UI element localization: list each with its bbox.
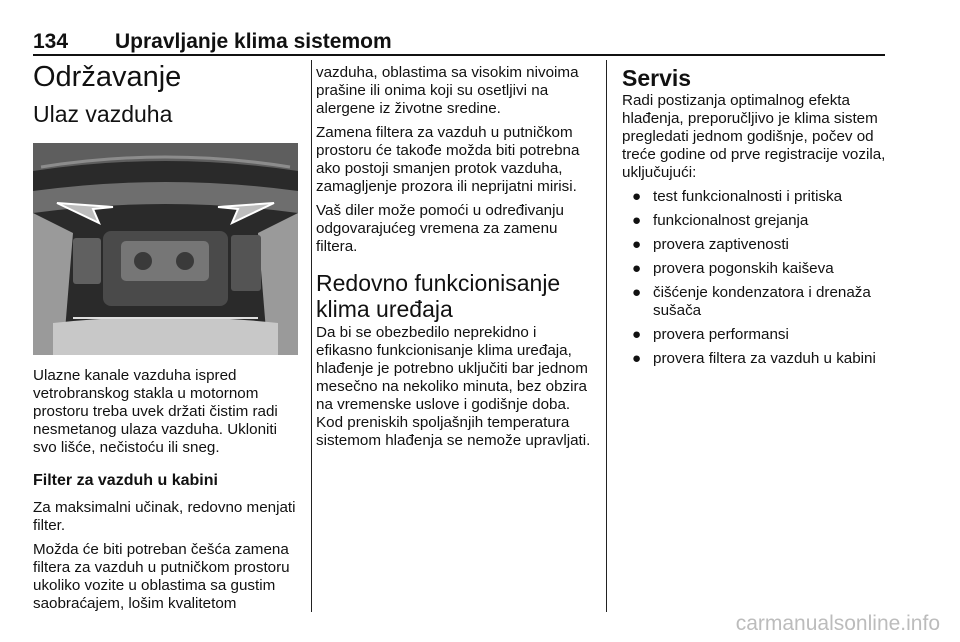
section-heading-redovno — [316, 270, 592, 322]
list-item-text: test funkcionalnosti i pritiska — [653, 188, 843, 205]
list-item — [622, 188, 888, 206]
list-item — [622, 260, 888, 278]
column-middle — [316, 64, 592, 450]
column-divider-1 — [311, 60, 312, 612]
column-divider-2 — [606, 60, 607, 612]
bullet-icon: ● — [632, 326, 642, 343]
heading-redovno-line-2: klima uređaja — [316, 296, 453, 322]
service-checklist — [622, 188, 888, 368]
section-heading-servis: Servis — [622, 65, 692, 91]
list-item-text: provera pogonskih kaiševa — [653, 260, 834, 277]
list-item — [622, 350, 888, 368]
paragraph-filter-1: Za maksimalni učinak, redovno menjati filter. — [33, 499, 296, 534]
list-item-text: čišćenje kondenzatora i drenaža sušača — [653, 284, 871, 319]
paragraph-ulaz-vazduha: Ulazne kanale vazduha ispred vetrobranskog stakla u motornom prostoru treba uvek držati čistim radi nesmetanog ulaza vazduha. Ukloniti svo lišće, nečistoću ili sneg. — [33, 367, 278, 456]
paragraph-diler: Vaš diler može pomoći u određivanju odgovarajućeg vremena za zamenu filtera. — [316, 202, 564, 255]
bullet-icon: ● — [632, 188, 642, 205]
subheading-filter-kabine: Filter za vazduh u kabini — [33, 472, 218, 489]
paragraph-filter-2: Možda će biti potreban češća zamena filtera za vazduh u putničkom prostoru ukoliko vozite u oblastima sa gustim saobraćajem, lošim kvalitetom — [33, 541, 290, 612]
column-right — [622, 64, 888, 374]
subsection-heading-ulaz-vazduha: Ulaz vazduha — [33, 101, 173, 127]
list-item-text: provera performansi — [653, 326, 789, 343]
list-item-text: provera zaptivenosti — [653, 236, 789, 253]
header-rule — [33, 54, 885, 56]
bullet-icon: ● — [632, 350, 642, 367]
page-header — [33, 30, 885, 54]
engine-bay-photo — [33, 143, 298, 355]
column-left — [33, 60, 301, 613]
watermark: carmanualsonline.info — [735, 612, 940, 635]
section-heading-odrzavanje: Održavanje — [33, 61, 182, 93]
bullet-icon: ● — [632, 260, 642, 277]
paragraph-redovno: Da bi se obezbedilo neprekidno i efikasno funkcionisanje klima uređaja, hlađenje je potrebno uključiti bar jednom mesečno na nekoliko minuta, bez obzira na vremenske uslove i godišnje doba. Kod preniskih spoljašnjih temperatura sistemom hlađenja se nemože upravljati. — [316, 324, 591, 449]
list-item-text: provera filtera za vazduh u kabini — [653, 350, 876, 367]
list-item — [622, 212, 888, 230]
bullet-icon: ● — [632, 236, 642, 253]
paragraph-continued: vazduha, oblastima sa visokim nivoima prašine ili onima koji su osetljivi na alergene iz životne sredine. — [316, 64, 579, 117]
list-item — [622, 236, 888, 254]
heading-redovno-line-1: Redovno funkcionisanje — [316, 270, 561, 296]
page-number: 134 — [33, 30, 69, 53]
bullet-icon: ● — [632, 284, 642, 301]
list-item-text: funkcionalnost grejanja — [653, 212, 809, 229]
list-item — [622, 326, 888, 344]
running-title: Upravljanje klima sistemom — [115, 30, 392, 53]
paragraph-zamena-filtera: Zamena filtera za vazduh u putničkom prostoru će takođe možda biti potrebna ako postoji smanjen protok vazduha, zamagljenje prozora ili neprijatni mirisi. — [316, 124, 580, 195]
paragraph-servis: Radi postizanja optimalnog efekta hlađenja, preporučljivo je klima sistem pregledati jednom godišnje, počev od treće godine od prve registracije vozila, uključujući: — [622, 92, 886, 181]
list-item — [622, 284, 888, 320]
bullet-icon: ● — [632, 212, 642, 229]
